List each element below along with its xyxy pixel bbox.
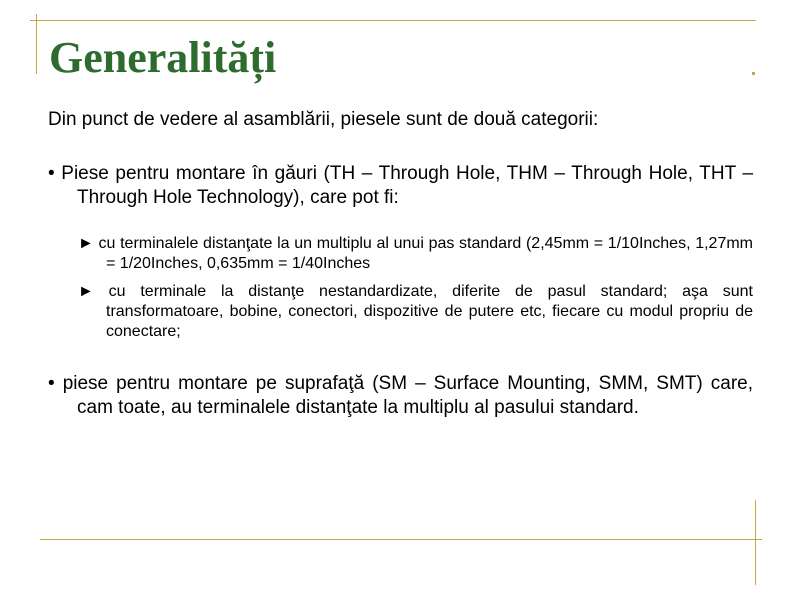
- bullet-text: Piese pentru montare în găuri (TH – Through Hole, THM – Through Hole, THT – Through Hole Technology), care pot fi:: [61, 163, 754, 208]
- top-rule: [30, 20, 756, 21]
- arrow-bullet-icon: ►: [78, 283, 94, 300]
- sub-bullet-text: cu terminale la distanţe nestandardizate, diferite de pasul standard; aşa sunt transformatoare, bobine, conectori, dispozitive de putere etc, fiecare cu modul propriu de conectare;: [106, 283, 753, 340]
- arrow-bullet-icon: ►: [78, 235, 94, 252]
- bullet-marker: •: [48, 373, 55, 394]
- bullet-item: [48, 162, 753, 210]
- bullet-marker: •: [48, 163, 55, 184]
- right-rule: [755, 500, 756, 585]
- left-rule: [36, 14, 37, 74]
- bullet-text: piese pentru montare pe suprafaţă (SM – Surface Mounting, SMM, SMT) care, cam toate, au terminalele distanţate la multiplu al pasului standard.: [62, 373, 754, 418]
- sub-bullet-item: [48, 282, 753, 342]
- sub-bullet-text: cu terminalele distanţate la un multiplu al unui pas standard (2,45mm = 1/10Inches, 1,27mm = 1/20Inches, 0,635mm = 1/40Inches: [98, 235, 754, 272]
- title-accent-dot: [752, 72, 755, 75]
- slide-title: Generalități: [49, 33, 277, 82]
- bullet-item: [48, 372, 753, 420]
- sub-bullet-item: [48, 234, 753, 274]
- bottom-rule: [40, 539, 762, 540]
- slide-body: [48, 108, 753, 420]
- intro-text: Din punct de vedere al asamblării, piesele sunt de două categorii:: [48, 109, 599, 130]
